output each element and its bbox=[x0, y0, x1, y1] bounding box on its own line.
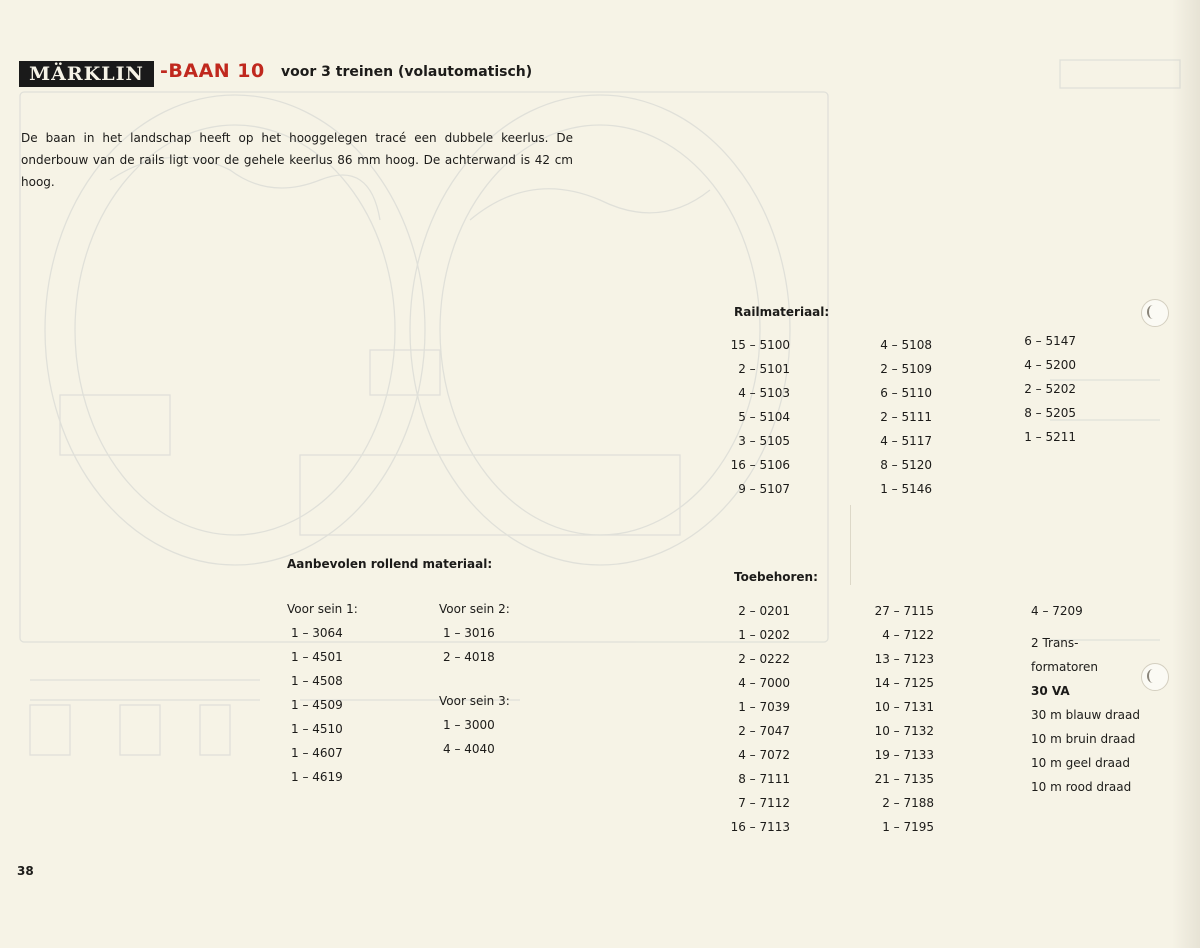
binder-hole-bottom bbox=[1141, 663, 1169, 691]
marklin-logo: MÄRKLIN bbox=[19, 61, 154, 87]
list-item: 4 – 5117 bbox=[880, 434, 932, 448]
sein-3-column bbox=[439, 689, 559, 761]
page-number: 38 bbox=[17, 864, 34, 878]
sein-1-label: Voor sein 1: bbox=[287, 602, 358, 616]
list-item: 1 – 7195 bbox=[882, 820, 934, 834]
wire-item: 10 m rood draad bbox=[1031, 780, 1132, 794]
toebehoren-col-3 bbox=[1031, 599, 1181, 799]
list-item: 4 – 7072 bbox=[738, 748, 790, 762]
list-item: 16 – 7113 bbox=[730, 820, 790, 834]
toebehoren-heading: Toebehoren: bbox=[734, 570, 818, 584]
list-item: 2 – 0222 bbox=[738, 652, 790, 666]
sein-2-label: Voor sein 2: bbox=[439, 602, 510, 616]
list-item: 4 – 7122 bbox=[882, 628, 934, 642]
list-item: 1 – 5211 bbox=[1024, 430, 1076, 444]
list-item: 19 – 7133 bbox=[874, 748, 934, 762]
list-item: 1 – 4510 bbox=[291, 722, 343, 736]
list-item: 2 – 5111 bbox=[880, 410, 932, 424]
list-item: 27 – 7115 bbox=[874, 604, 934, 618]
sein-3-label: Voor sein 3: bbox=[439, 694, 510, 708]
page-edge-shadow bbox=[1172, 0, 1200, 948]
list-item: 2 – 7047 bbox=[738, 724, 790, 738]
list-item: 13 – 7123 bbox=[874, 652, 934, 666]
railmateriaal-col-3 bbox=[1012, 329, 1076, 449]
list-item: 10 – 7131 bbox=[874, 700, 934, 714]
transformer-line: formatoren bbox=[1031, 660, 1099, 674]
list-item: 14 – 7125 bbox=[874, 676, 934, 690]
toebehoren-col-2 bbox=[868, 599, 934, 839]
list-item: 8 – 5120 bbox=[880, 458, 932, 472]
page-subtitle: voor 3 treinen (volautomatisch) bbox=[281, 64, 533, 80]
list-item: 2 – 5101 bbox=[738, 362, 790, 376]
list-item: 4 – 7000 bbox=[738, 676, 790, 690]
toebehoren-col-1 bbox=[726, 599, 790, 839]
intro-paragraph: De baan in het landschap heeft op het hooggelegen tracé een dubbele keerlus. De onderbouw van de rails ligt voor de gehele keerlus 86 mm hoog. De achterwand is 42 cm hoog. bbox=[21, 131, 573, 189]
list-item: 2 – 5202 bbox=[1024, 382, 1076, 396]
list-item: 1 – 0202 bbox=[738, 628, 790, 642]
railmateriaal-col-1 bbox=[726, 333, 790, 501]
wire-item: 30 m blauw draad bbox=[1031, 708, 1141, 722]
railmateriaal-col-2 bbox=[868, 333, 932, 501]
list-item: 1 – 7039 bbox=[738, 700, 790, 714]
list-item: 6 – 5110 bbox=[880, 386, 932, 400]
list-item: 4 – 7209 bbox=[1031, 604, 1083, 618]
list-item: 7 – 7112 bbox=[738, 796, 790, 810]
list-item: 1 – 3064 bbox=[291, 626, 343, 640]
list-item: 5 – 5104 bbox=[738, 410, 790, 424]
list-item: 1 – 4509 bbox=[291, 698, 343, 712]
list-item: 4 – 5200 bbox=[1024, 358, 1076, 372]
list-item: 2 – 5109 bbox=[880, 362, 932, 376]
list-item: 6 – 5147 bbox=[1024, 334, 1076, 348]
list-item: 1 – 4501 bbox=[291, 650, 343, 664]
binder-hole-top bbox=[1141, 299, 1169, 327]
transformer-line: 30 VA bbox=[1031, 684, 1070, 698]
list-item: 8 – 5205 bbox=[1024, 406, 1076, 420]
sein-2-column bbox=[439, 597, 559, 669]
list-item: 1 – 3016 bbox=[443, 626, 495, 640]
list-item: 2 – 0201 bbox=[738, 604, 790, 618]
list-item: 8 – 7111 bbox=[738, 772, 790, 786]
column-divider bbox=[850, 505, 851, 585]
list-item: 2 – 4018 bbox=[443, 650, 495, 664]
baan-title: -BAAN 10 bbox=[160, 60, 265, 82]
railmateriaal-heading: Railmateriaal: bbox=[734, 305, 830, 319]
list-item: 1 – 4508 bbox=[291, 674, 343, 688]
list-item: 4 – 5108 bbox=[880, 338, 932, 352]
list-item: 1 – 4619 bbox=[291, 770, 343, 784]
list-item: 1 – 3000 bbox=[443, 718, 495, 732]
list-item: 3 – 5105 bbox=[738, 434, 790, 448]
list-item: 1 – 4607 bbox=[291, 746, 343, 760]
transformer-line: 2 Trans- bbox=[1031, 636, 1079, 650]
wire-item: 10 m geel draad bbox=[1031, 756, 1130, 770]
list-item: 4 – 4040 bbox=[443, 742, 495, 756]
list-item: 9 – 5107 bbox=[738, 482, 790, 496]
list-item: 15 – 5100 bbox=[730, 338, 790, 352]
list-item: 2 – 7188 bbox=[882, 796, 934, 810]
list-item: 1 – 5146 bbox=[880, 482, 932, 496]
list-item: 4 – 5103 bbox=[738, 386, 790, 400]
list-item: 16 – 5106 bbox=[730, 458, 790, 472]
sein-1-column bbox=[287, 597, 407, 789]
wire-item: 10 m bruin draad bbox=[1031, 732, 1136, 746]
list-item: 10 – 7132 bbox=[874, 724, 934, 738]
list-item: 21 – 7135 bbox=[874, 772, 934, 786]
rollend-materiaal-heading: Aanbevolen rollend materiaal: bbox=[287, 557, 493, 571]
